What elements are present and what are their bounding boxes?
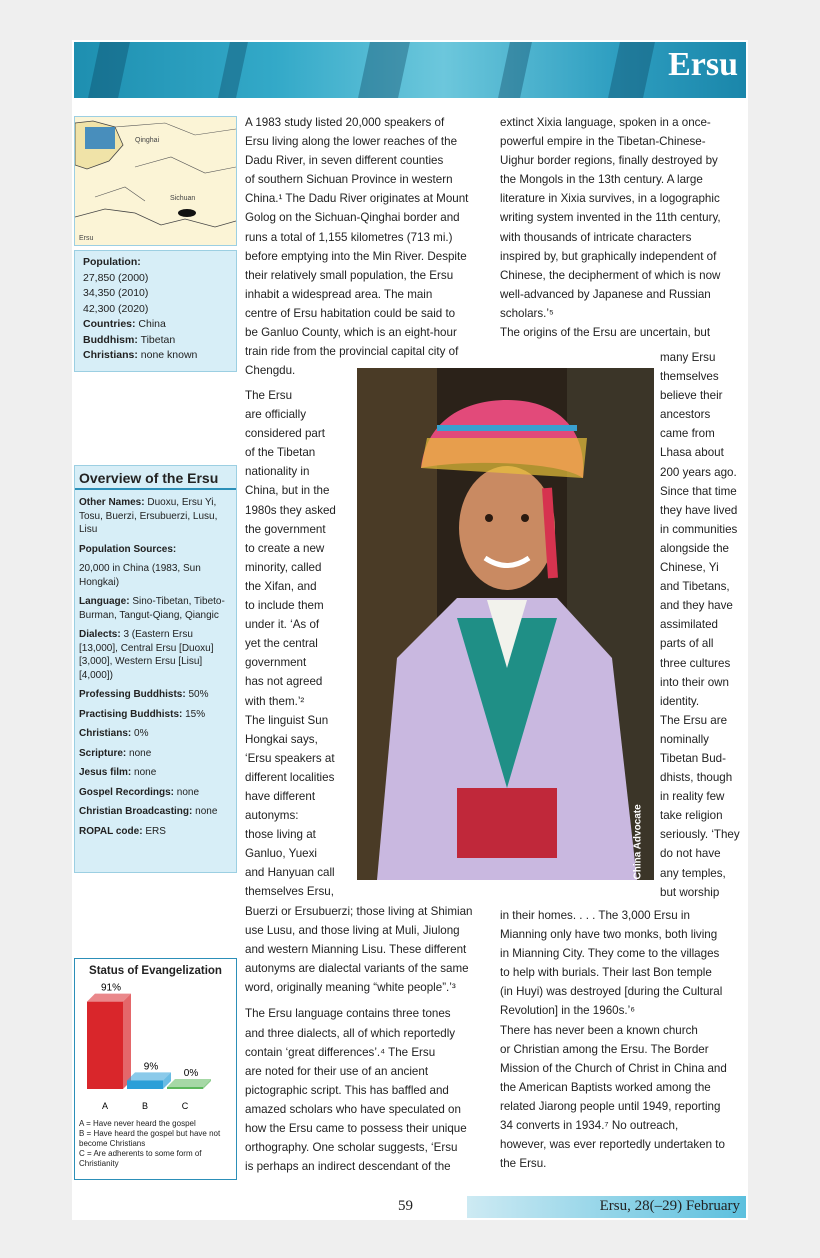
overview-row-label: Gospel Recordings:: [79, 786, 177, 798]
article-line: identity.: [660, 694, 700, 708]
article-line: 34 converts in 1934.⁷ No outreach,: [500, 1119, 679, 1133]
article-line: believe their: [660, 389, 723, 403]
portrait-photo: [357, 368, 654, 880]
article-line: Chengdu.: [245, 364, 296, 378]
article-col1-top: [245, 113, 495, 380]
page-number: 59: [398, 1198, 413, 1214]
article-line: literature in Xixia survives, in a logographic: [500, 192, 720, 206]
legend-b: B = Have heard the gospel but have not become Christians: [79, 1129, 221, 1148]
article-line: [245, 997, 495, 1004]
overview-row-label: Christian Broadcasting:: [79, 806, 196, 817]
article-line: Ersu living along the lower reaches of the: [245, 135, 458, 149]
overview-row-value: none: [195, 806, 218, 817]
article-line: with them.’²: [245, 694, 305, 708]
header-banner: [74, 42, 746, 98]
overview-row: [75, 595, 236, 622]
overview-row-label: Christians:: [79, 728, 135, 739]
article-line: the American Baptists worked among the: [500, 1080, 711, 1094]
overview-row: [75, 766, 236, 780]
article-line: before emptying into the Min River. Despite: [245, 249, 467, 263]
overview-row-label: Dialects:: [79, 629, 124, 640]
article-line: any temples,: [660, 866, 726, 880]
article-line: in communities: [660, 522, 738, 536]
article-line: seriously. ‘They: [660, 828, 740, 842]
bar-value-label: 91%: [100, 982, 122, 994]
article-line: they have lived: [660, 503, 738, 517]
article-line: Buerzi or Ersubuerzi; those living at Shimian: [245, 905, 473, 918]
article-line: Ganluo, Yuexi: [245, 847, 317, 861]
article-line: are noted for their use of an ancient: [245, 1064, 429, 1078]
countries-row: Countries: China: [83, 318, 166, 330]
chart-legend: [79, 1119, 233, 1169]
article-line: dhists, though: [660, 771, 733, 785]
article-line: many Ersu: [660, 351, 716, 364]
article-line: Revolution] in the 1960s.’⁶: [500, 1004, 635, 1018]
population-label: Population:: [83, 256, 141, 268]
article-line: has not agreed: [245, 675, 323, 689]
article-line: 1980s they asked: [245, 503, 336, 517]
article-line: parts of all: [660, 637, 714, 651]
overview-row-value: Duoxu, Ersu Yi, Tosu, Buerzi, Ersubuerzi, Lusu, Lisu: [79, 497, 218, 535]
article-line: runs a total of 1,155 kilometres (713 mi.): [245, 230, 453, 244]
article-line: yet the central: [245, 637, 318, 651]
map-label-ersu: Ersu: [79, 235, 94, 242]
article-line: related Jiarong people until 1949, reporting: [500, 1099, 721, 1113]
article-line: to include them: [245, 599, 324, 613]
christians-row: Christians: none known: [83, 349, 198, 361]
article-line: Mission of the Church of Christ in China and: [500, 1061, 727, 1075]
bar-C: [167, 1087, 203, 1089]
evangelization-status-box: [74, 958, 237, 1180]
article-line: well-advanced by Japanese and Russian: [500, 287, 711, 301]
bar-side-A: [123, 994, 131, 1089]
article-col1-bottom: [245, 902, 495, 1176]
article-line: and three dialects, all of which reportedly: [245, 1026, 456, 1040]
overview-row-label: Professing Buddhists:: [79, 689, 189, 700]
overview-row-value: none: [176, 786, 200, 798]
article-line: to help with burials. Their last Bon temple: [500, 966, 712, 980]
map-label-qinghai: Qinghai: [135, 137, 160, 144]
overview-row: [75, 688, 236, 702]
article-line: themselves: [660, 370, 719, 384]
article-line: The origins of the Ersu are uncertain, but: [500, 326, 711, 340]
overview-row: [75, 562, 236, 589]
article-line: Tibetan Bud-: [660, 751, 726, 765]
overview-row-value: 20,000 in China (1983, Sun Hongkai): [79, 563, 201, 588]
ersu-region-mark: [178, 209, 196, 217]
article-line: in their homes. . . . The 3,000 Ersu in: [500, 909, 690, 922]
article-line: different localities: [245, 770, 335, 784]
article-col2-bottom: [500, 906, 746, 1173]
article-line: and Tibetans,: [660, 580, 730, 594]
overview-row-label: Other Names:: [79, 497, 148, 508]
article-line: Uighur border regions, finally destroyed by: [500, 154, 718, 168]
article-line: Golog on the Sichuan-Qinghai border and: [245, 211, 460, 225]
bar-category-label: A: [101, 1101, 109, 1111]
article-line: Dadu River, in seven different counties: [245, 154, 444, 168]
article-col2-narrow: [660, 348, 750, 902]
article-line: how the Ersu came to possess their unique: [245, 1122, 467, 1136]
article-line: extinct Xixia language, spoken in a once-: [500, 116, 711, 129]
article-col1-narrow: [245, 386, 355, 902]
overview-row-label: Jesus film:: [79, 767, 135, 778]
overview-row-value: ERS: [145, 825, 166, 837]
running-footer: [467, 1196, 746, 1218]
article-line: the Ersu.: [500, 1157, 547, 1171]
article-line: do not have: [660, 847, 721, 861]
page-title: Ersu: [668, 46, 738, 83]
article-line: themselves Ersu,: [245, 885, 334, 899]
article-line: contain ‘great differences’.⁴ The Ersu: [245, 1045, 436, 1059]
location-map: [74, 116, 237, 246]
article-line: writing system invented in the 11th century,: [500, 211, 721, 225]
article-line: China, but in the: [245, 484, 330, 498]
article-line: The linguist Sun: [245, 713, 329, 727]
overview-row: [75, 543, 236, 557]
overview-row-value: 0%: [134, 728, 149, 739]
article-line: Mianning only have two monks, both living: [500, 928, 718, 942]
article-line: Lhasa about: [660, 446, 724, 460]
article-line: of southern Sichuan Province in western: [245, 173, 453, 187]
article-line: ‘Ersu speakers at: [245, 751, 335, 765]
article-line: Since that time: [660, 484, 737, 498]
article-line: scholars.’⁵: [500, 306, 554, 320]
overview-row: [75, 786, 236, 800]
overview-row-value: 50%: [188, 689, 209, 700]
article-line: nominally: [660, 732, 709, 746]
article-line: use Lusu, and those living at Muli, Jiulong: [245, 924, 460, 938]
article-line: their relatively small population, the Ersu: [245, 268, 454, 282]
article-line: Hongkai says,: [245, 732, 318, 746]
overview-row: [75, 825, 236, 839]
article-line: (in Huyi) was destroyed [during the Cultural: [500, 985, 723, 999]
article-line: A 1983 study listed 20,000 speakers of: [245, 116, 445, 129]
overview-row-value: none: [129, 747, 152, 759]
legend-a: A = Have never heard the gospel: [79, 1119, 196, 1128]
article-line: There has never been a known church: [500, 1023, 698, 1037]
population-2020: 42,300 (2020): [83, 302, 149, 315]
article-line: The Ersu: [245, 389, 293, 402]
article-line: be Ganluo County, which is an eight-hour: [245, 326, 457, 340]
article-line: ancestors: [660, 408, 711, 422]
overview-row-value: Sino-Tibetan, Tibeto-Burman, Tangut-Qiang, Qiangic: [79, 596, 225, 621]
article-line: inspired by, but graphically independent of: [500, 249, 717, 263]
article-line: or Christian among the Ersu. The Border: [500, 1042, 709, 1056]
bar-A: [87, 1002, 123, 1089]
article-line: are officially: [245, 408, 307, 422]
photo-credit-wrap: [630, 788, 644, 880]
article-line: alongside the: [660, 541, 729, 555]
article-line: nationality in: [245, 465, 310, 479]
article-line: autonyms are dialectal variants of the same: [245, 962, 469, 976]
article-line: those living at: [245, 828, 316, 842]
article-line: the Xifan, and: [245, 579, 317, 593]
article-line: however, was ever reportedly undertaken to: [500, 1138, 725, 1152]
article-line: and western Mianning Lisu. These different: [245, 943, 467, 957]
article-line: minority, called: [245, 560, 322, 574]
article-line: Chinese, the decipherment of which is now: [500, 268, 721, 282]
article-col2-top: [500, 113, 746, 342]
article-line: take religion: [660, 809, 723, 823]
overview-row-value: 3 (Eastern Ersu [13,000], Central Ersu [Duoxu] [3,000], Western Ersu [Lisu] [4,000]): [79, 629, 214, 681]
article-line: is perhaps an indirect descendant of the: [245, 1160, 451, 1174]
photo-illustration: [357, 368, 654, 880]
article-line: The Ersu language contains three tones: [245, 1007, 451, 1021]
article-line: 200 years ago.: [660, 465, 737, 479]
article-line: into their own: [660, 675, 729, 689]
map-label-sichuan: Sichuan: [170, 195, 196, 202]
article-line: in reality few: [660, 790, 725, 804]
overview-row-value: 15%: [185, 708, 206, 720]
overview-box: [74, 465, 237, 873]
article-line: in Mianning City. They come to the villages: [500, 947, 720, 961]
article-line: China.¹ The Dadu River originates at Mount: [245, 192, 469, 206]
bar-category-label: B: [141, 1101, 149, 1111]
article-line: but worship: [660, 885, 720, 899]
overview-row: [75, 628, 236, 682]
article-line: autonyms:: [245, 809, 299, 823]
overview-title: Overview of the Ersu: [75, 466, 236, 490]
article-line: with thousands of intricate characters: [500, 230, 692, 244]
article-line: Chinese, Yi: [660, 561, 719, 575]
article-line: and Hanyuan call: [245, 866, 335, 880]
chart-title: Status of Evangelization: [89, 965, 222, 977]
article-line: came from: [660, 427, 715, 441]
article-line: orthography. One scholar suggests, ‘Ersu: [245, 1141, 458, 1155]
population-2000: 27,850 (2000): [83, 271, 149, 284]
article-line: centre of Ersu habitation could be said to: [245, 306, 456, 320]
population-2010: 34,350 (2010): [83, 287, 149, 299]
overview-row-label: Practising Buddhists:: [79, 708, 186, 720]
overview-row: [75, 805, 236, 819]
article-line: powerful empire in the Tibetan-Chinese-: [500, 135, 706, 149]
bar-value-label: 0%: [183, 1068, 199, 1079]
overview-row-value: none: [134, 767, 157, 778]
overview-row: [75, 747, 236, 761]
article-line: to create a new: [245, 541, 325, 555]
evangelization-chart: [75, 979, 236, 1117]
bar-B: [127, 1080, 163, 1089]
overview-row-label: Scripture:: [79, 747, 130, 759]
article-line: assimilated: [660, 618, 718, 632]
bar-category-label: C: [181, 1101, 189, 1111]
article-line: considered part: [245, 427, 325, 441]
legend-c: C = Are adherents to some form of Christianity: [79, 1149, 202, 1168]
article-line: the Mongols in the 13th century. A large: [500, 173, 703, 187]
article-line: amazed scholars who have speculated on: [245, 1102, 461, 1116]
photo-credit: China Advocate: [632, 804, 644, 880]
article-line: three cultures: [660, 656, 731, 670]
article-line: word, originally meaning “white people”.’³: [245, 981, 456, 995]
article-line: of the Tibetan: [245, 446, 316, 460]
article-line: government: [245, 656, 307, 670]
overview-row: [75, 708, 236, 722]
population-stats: [74, 250, 237, 372]
article-line: have different: [245, 789, 316, 803]
article-line: under it. ‘As of: [245, 618, 320, 632]
overview-row-label: ROPAL code:: [79, 825, 146, 837]
overview-row-label: Language:: [79, 596, 133, 607]
article-line: The Ersu are: [660, 713, 728, 727]
running-footer-text: Ersu, 28(–29) February: [599, 1198, 740, 1214]
article-line: and they have: [660, 599, 733, 613]
overview-row-label: Population Sources:: [79, 543, 177, 555]
article-line: inhabit a widespread area. The main: [245, 287, 433, 301]
overview-row: [75, 496, 236, 537]
religion-row: Buddhism: Tibetan: [83, 333, 176, 346]
article-line: the government: [245, 522, 326, 536]
overview-row: [75, 727, 236, 741]
bar-value-label: 9%: [143, 1061, 159, 1073]
article-line: train ride from the provincial capital city of: [245, 345, 459, 359]
article-line: pictographic script. This has baffled and: [245, 1083, 449, 1097]
